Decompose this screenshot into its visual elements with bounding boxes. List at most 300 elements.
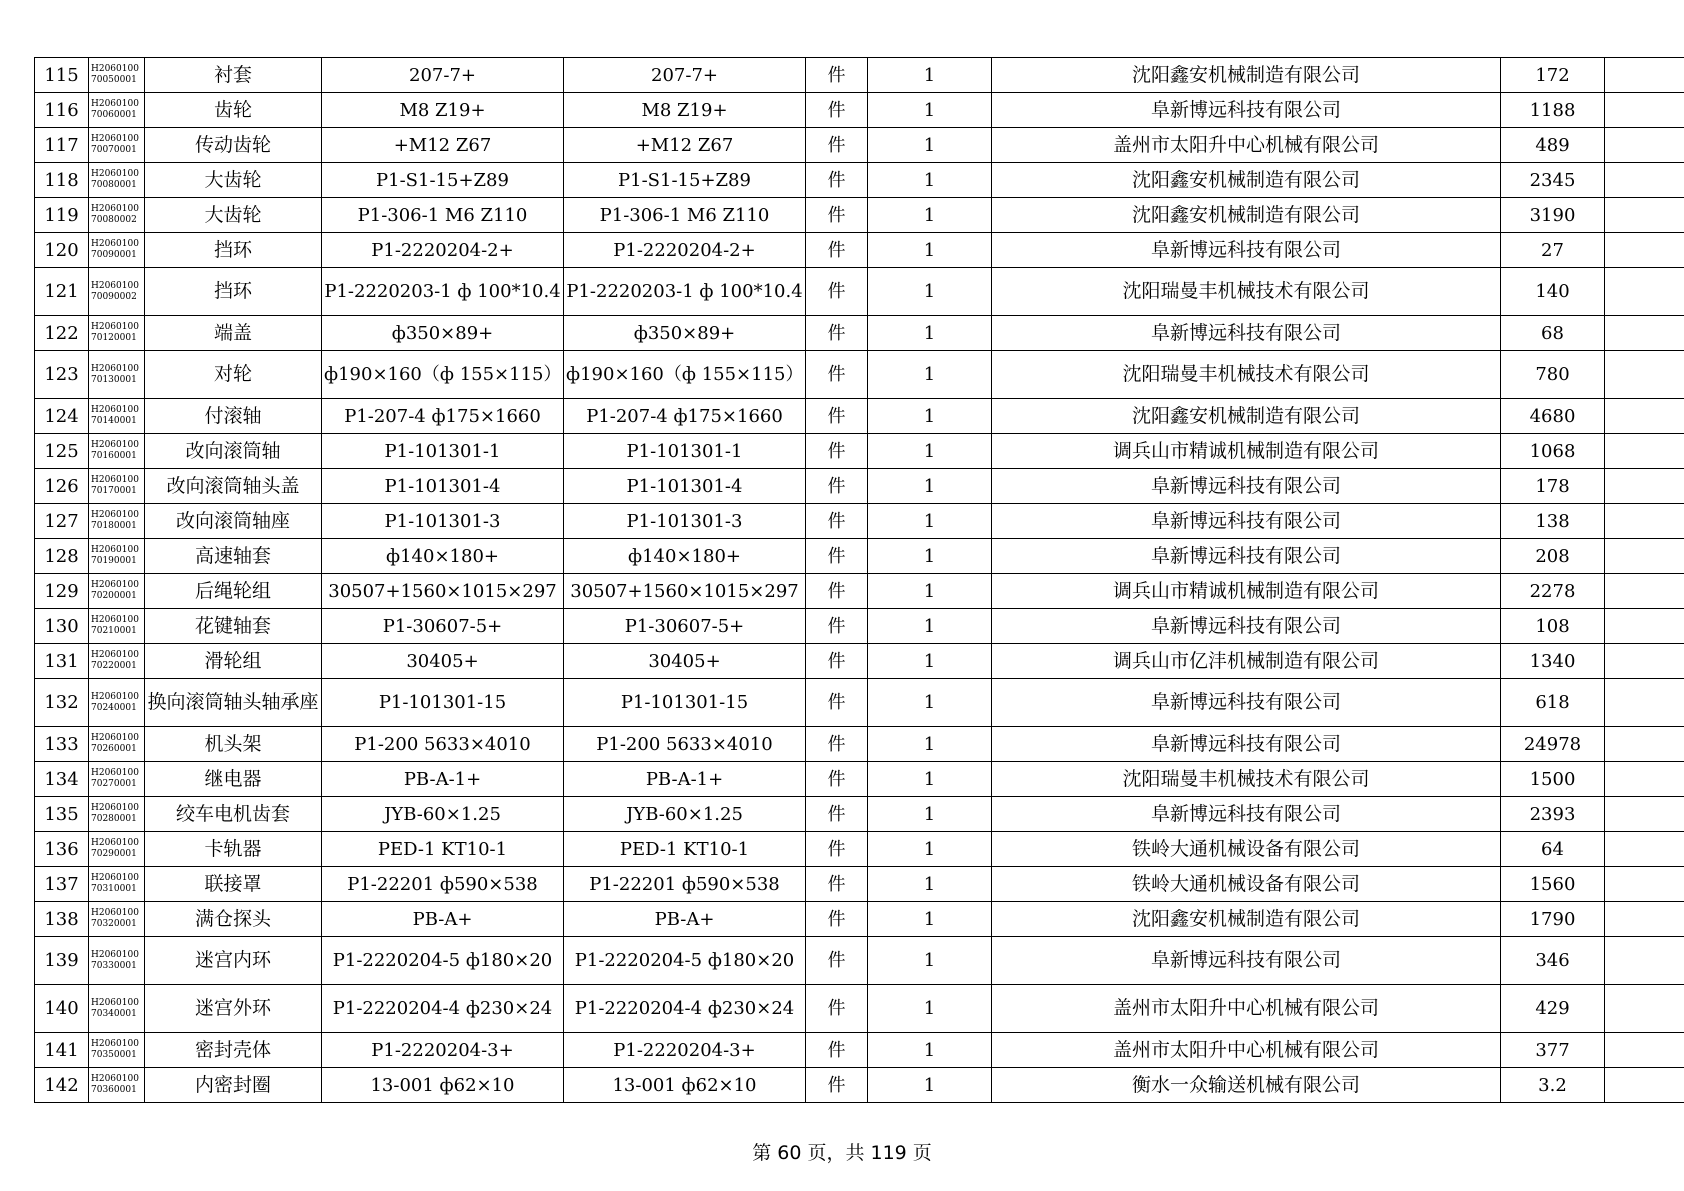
row-number-cell: 134 <box>35 762 89 797</box>
unit-cell: 件 <box>806 832 868 867</box>
item-code-cell: H2060100 70340001 <box>89 985 145 1033</box>
spec-b-cell: +M12 Z67 <box>564 128 806 163</box>
quantity-cell: 1 <box>868 1068 992 1103</box>
item-code-cell: H2060100 70290001 <box>89 832 145 867</box>
price-cell: 3.2 <box>1501 1068 1605 1103</box>
supplier-cell: 阜新博远科技有限公司 <box>992 937 1501 985</box>
spec-b-cell: P1-101301-3 <box>564 504 806 539</box>
supplier-cell: 阜新博远科技有限公司 <box>992 609 1501 644</box>
item-name-cell: 后绳轮组 <box>145 574 322 609</box>
price-cell: 108 <box>1501 609 1605 644</box>
row-number-cell: 117 <box>35 128 89 163</box>
item-code-cell: H2060100 70060001 <box>89 93 145 128</box>
item-code-cell: H2060100 70090001 <box>89 233 145 268</box>
supplier-cell: 阜新博远科技有限公司 <box>992 539 1501 574</box>
item-name-cell: 机头架 <box>145 727 322 762</box>
remark-cell <box>1605 762 1684 797</box>
unit-cell: 件 <box>806 867 868 902</box>
spec-b-cell: P1-101301-15 <box>564 679 806 727</box>
row-number-cell: 125 <box>35 434 89 469</box>
table-row <box>35 539 1684 574</box>
remark-cell <box>1605 1033 1684 1068</box>
quantity-cell: 1 <box>868 644 992 679</box>
price-cell: 1790 <box>1501 902 1605 937</box>
unit-cell: 件 <box>806 469 868 504</box>
item-code-cell: H2060100 70140001 <box>89 399 145 434</box>
row-number-cell: 140 <box>35 985 89 1033</box>
table-row <box>35 1033 1684 1068</box>
price-cell: 2345 <box>1501 163 1605 198</box>
spec-a-cell: ф190×160（ф 155×115） <box>322 351 564 399</box>
parts-table-body <box>35 58 1684 1103</box>
quantity-cell: 1 <box>868 832 992 867</box>
row-number-cell: 116 <box>35 93 89 128</box>
item-name-cell: 满仓探头 <box>145 902 322 937</box>
spec-a-cell: P1-2220204-5 ф180×20 <box>322 937 564 985</box>
spec-b-cell: ф140×180+ <box>564 539 806 574</box>
supplier-cell: 阜新博远科技有限公司 <box>992 727 1501 762</box>
quantity-cell: 1 <box>868 539 992 574</box>
quantity-cell: 1 <box>868 679 992 727</box>
spec-b-cell: P1-101301-1 <box>564 434 806 469</box>
price-cell: 24978 <box>1501 727 1605 762</box>
unit-cell: 件 <box>806 233 868 268</box>
remark-cell <box>1605 128 1684 163</box>
price-cell: 3190 <box>1501 198 1605 233</box>
remark-cell <box>1605 198 1684 233</box>
spec-b-cell: ф190×160（ф 155×115） <box>564 351 806 399</box>
price-cell: 1500 <box>1501 762 1605 797</box>
supplier-cell: 调兵山市精诚机械制造有限公司 <box>992 574 1501 609</box>
row-number-cell: 115 <box>35 58 89 93</box>
unit-cell: 件 <box>806 268 868 316</box>
price-cell: 346 <box>1501 937 1605 985</box>
remark-cell <box>1605 574 1684 609</box>
spec-a-cell: P1-101301-4 <box>322 469 564 504</box>
item-name-cell: 花键轴套 <box>145 609 322 644</box>
remark-cell <box>1605 268 1684 316</box>
row-number-cell: 131 <box>35 644 89 679</box>
item-name-cell: 端盖 <box>145 316 322 351</box>
item-name-cell: 绞车电机齿套 <box>145 797 322 832</box>
item-name-cell: 大齿轮 <box>145 198 322 233</box>
unit-cell: 件 <box>806 198 868 233</box>
spec-a-cell: M8 Z19+ <box>322 93 564 128</box>
table-row <box>35 504 1684 539</box>
supplier-cell: 阜新博远科技有限公司 <box>992 679 1501 727</box>
item-code-cell: H2060100 70270001 <box>89 762 145 797</box>
row-number-cell: 138 <box>35 902 89 937</box>
item-name-cell: 换向滚筒轴头轴承座 <box>145 679 322 727</box>
spec-b-cell: 13-001 ф62×10 <box>564 1068 806 1103</box>
unit-cell: 件 <box>806 797 868 832</box>
table-row <box>35 727 1684 762</box>
supplier-cell: 阜新博远科技有限公司 <box>992 797 1501 832</box>
quantity-cell: 1 <box>868 163 992 198</box>
quantity-cell: 1 <box>868 399 992 434</box>
spec-a-cell: P1-22201 ф590×538 <box>322 867 564 902</box>
row-number-cell: 120 <box>35 233 89 268</box>
item-code-cell: H2060100 70160001 <box>89 434 145 469</box>
item-code-cell: H2060100 70330001 <box>89 937 145 985</box>
spec-b-cell: P1-2220203-1 ф 100*10.4 <box>564 268 806 316</box>
spec-b-cell: P1-2220204-3+ <box>564 1033 806 1068</box>
quantity-cell: 1 <box>868 902 992 937</box>
item-code-cell: H2060100 70360001 <box>89 1068 145 1103</box>
spec-b-cell: P1-306-1 M6 Z110 <box>564 198 806 233</box>
item-name-cell: 传动齿轮 <box>145 128 322 163</box>
price-cell: 138 <box>1501 504 1605 539</box>
supplier-cell: 衡水一众输送机械有限公司 <box>992 1068 1501 1103</box>
supplier-cell: 盖州市太阳升中心机械有限公司 <box>992 985 1501 1033</box>
table-row <box>35 609 1684 644</box>
remark-cell <box>1605 797 1684 832</box>
quantity-cell: 1 <box>868 727 992 762</box>
item-code-cell: H2060100 70220001 <box>89 644 145 679</box>
remark-cell <box>1605 867 1684 902</box>
table-row <box>35 128 1684 163</box>
spec-b-cell: P1-2220204-5 ф180×20 <box>564 937 806 985</box>
spec-b-cell: P1-200 5633×4010 <box>564 727 806 762</box>
spec-b-cell: PB-A+ <box>564 902 806 937</box>
supplier-cell: 沈阳瑞曼丰机械技术有限公司 <box>992 268 1501 316</box>
unit-cell: 件 <box>806 1068 868 1103</box>
row-number-cell: 119 <box>35 198 89 233</box>
quantity-cell: 1 <box>868 233 992 268</box>
spec-a-cell: P1-2220203-1 ф 100*10.4 <box>322 268 564 316</box>
spec-b-cell: P1-30607-5+ <box>564 609 806 644</box>
remark-cell <box>1605 233 1684 268</box>
remark-cell <box>1605 93 1684 128</box>
table-row <box>35 469 1684 504</box>
row-number-cell: 128 <box>35 539 89 574</box>
price-cell: 377 <box>1501 1033 1605 1068</box>
spec-b-cell: M8 Z19+ <box>564 93 806 128</box>
price-cell: 4680 <box>1501 399 1605 434</box>
item-code-cell: H2060100 70130001 <box>89 351 145 399</box>
row-number-cell: 122 <box>35 316 89 351</box>
unit-cell: 件 <box>806 351 868 399</box>
quantity-cell: 1 <box>868 351 992 399</box>
unit-cell: 件 <box>806 399 868 434</box>
price-cell: 780 <box>1501 351 1605 399</box>
table-row <box>35 233 1684 268</box>
table-row <box>35 198 1684 233</box>
item-code-cell: H2060100 70350001 <box>89 1033 145 1068</box>
quantity-cell: 1 <box>868 58 992 93</box>
row-number-cell: 133 <box>35 727 89 762</box>
spec-a-cell: 207-7+ <box>322 58 564 93</box>
spec-a-cell: JYB-60×1.25 <box>322 797 564 832</box>
item-code-cell: H2060100 70050001 <box>89 58 145 93</box>
item-name-cell: 付滚轴 <box>145 399 322 434</box>
item-name-cell: 挡环 <box>145 268 322 316</box>
price-cell: 489 <box>1501 128 1605 163</box>
spec-a-cell: P1-306-1 M6 Z110 <box>322 198 564 233</box>
remark-cell <box>1605 1068 1684 1103</box>
table-row <box>35 762 1684 797</box>
spec-b-cell: P1-S1-15+Z89 <box>564 163 806 198</box>
spec-a-cell: P1-2220204-3+ <box>322 1033 564 1068</box>
quantity-cell: 1 <box>868 762 992 797</box>
row-number-cell: 129 <box>35 574 89 609</box>
item-code-cell: H2060100 70280001 <box>89 797 145 832</box>
item-code-cell: H2060100 70320001 <box>89 902 145 937</box>
row-number-cell: 127 <box>35 504 89 539</box>
price-cell: 1560 <box>1501 867 1605 902</box>
item-name-cell: 挡环 <box>145 233 322 268</box>
price-cell: 178 <box>1501 469 1605 504</box>
supplier-cell: 阜新博远科技有限公司 <box>992 316 1501 351</box>
remark-cell <box>1605 163 1684 198</box>
item-name-cell: 高速轴套 <box>145 539 322 574</box>
table-row <box>35 985 1684 1033</box>
item-code-cell: H2060100 70080002 <box>89 198 145 233</box>
row-number-cell: 136 <box>35 832 89 867</box>
price-cell: 429 <box>1501 985 1605 1033</box>
supplier-cell: 盖州市太阳升中心机械有限公司 <box>992 128 1501 163</box>
spec-a-cell: P1-2220204-4 ф230×24 <box>322 985 564 1033</box>
spec-b-cell: 207-7+ <box>564 58 806 93</box>
row-number-cell: 118 <box>35 163 89 198</box>
quantity-cell: 1 <box>868 609 992 644</box>
item-name-cell: 迷宫内环 <box>145 937 322 985</box>
item-code-cell: H2060100 70200001 <box>89 574 145 609</box>
table-row <box>35 867 1684 902</box>
remark-cell <box>1605 727 1684 762</box>
row-number-cell: 130 <box>35 609 89 644</box>
row-number-cell: 137 <box>35 867 89 902</box>
quantity-cell: 1 <box>868 985 992 1033</box>
spec-a-cell: ф140×180+ <box>322 539 564 574</box>
item-code-cell: H2060100 70240001 <box>89 679 145 727</box>
item-code-cell: H2060100 70210001 <box>89 609 145 644</box>
table-row <box>35 832 1684 867</box>
table-row <box>35 1068 1684 1103</box>
price-cell: 64 <box>1501 832 1605 867</box>
item-name-cell: 对轮 <box>145 351 322 399</box>
spec-b-cell: PB-A-1+ <box>564 762 806 797</box>
item-name-cell: 滑轮组 <box>145 644 322 679</box>
item-name-cell: 联接罩 <box>145 867 322 902</box>
table-row <box>35 268 1684 316</box>
table-row <box>35 797 1684 832</box>
unit-cell: 件 <box>806 609 868 644</box>
table-row <box>35 574 1684 609</box>
item-code-cell: H2060100 70070001 <box>89 128 145 163</box>
supplier-cell: 阜新博远科技有限公司 <box>992 233 1501 268</box>
remark-cell <box>1605 469 1684 504</box>
quantity-cell: 1 <box>868 867 992 902</box>
unit-cell: 件 <box>806 316 868 351</box>
price-cell: 68 <box>1501 316 1605 351</box>
quantity-cell: 1 <box>868 469 992 504</box>
unit-cell: 件 <box>806 727 868 762</box>
supplier-cell: 铁岭大通机械设备有限公司 <box>992 832 1501 867</box>
supplier-cell: 沈阳鑫安机械制造有限公司 <box>992 399 1501 434</box>
item-name-cell: 密封壳体 <box>145 1033 322 1068</box>
spec-b-cell: P1-22201 ф590×538 <box>564 867 806 902</box>
remark-cell <box>1605 504 1684 539</box>
spec-a-cell: ф350×89+ <box>322 316 564 351</box>
row-number-cell: 123 <box>35 351 89 399</box>
remark-cell <box>1605 644 1684 679</box>
table-row <box>35 351 1684 399</box>
quantity-cell: 1 <box>868 93 992 128</box>
item-code-cell: H2060100 70260001 <box>89 727 145 762</box>
unit-cell: 件 <box>806 985 868 1033</box>
item-name-cell: 迷宫外环 <box>145 985 322 1033</box>
unit-cell: 件 <box>806 902 868 937</box>
item-code-cell: H2060100 70090002 <box>89 268 145 316</box>
unit-cell: 件 <box>806 434 868 469</box>
remark-cell <box>1605 399 1684 434</box>
price-cell: 1188 <box>1501 93 1605 128</box>
item-name-cell: 改向滚筒轴座 <box>145 504 322 539</box>
spec-a-cell: P1-101301-3 <box>322 504 564 539</box>
item-code-cell: H2060100 70120001 <box>89 316 145 351</box>
table-row <box>35 58 1684 93</box>
spec-b-cell: PED-1 KT10-1 <box>564 832 806 867</box>
price-cell: 1068 <box>1501 434 1605 469</box>
supplier-cell: 阜新博远科技有限公司 <box>992 93 1501 128</box>
item-code-cell: H2060100 70180001 <box>89 504 145 539</box>
spec-a-cell: P1-S1-15+Z89 <box>322 163 564 198</box>
supplier-cell: 阜新博远科技有限公司 <box>992 469 1501 504</box>
quantity-cell: 1 <box>868 574 992 609</box>
supplier-cell: 沈阳瑞曼丰机械技术有限公司 <box>992 351 1501 399</box>
row-number-cell: 135 <box>35 797 89 832</box>
supplier-cell: 阜新博远科技有限公司 <box>992 504 1501 539</box>
spec-b-cell: JYB-60×1.25 <box>564 797 806 832</box>
spec-b-cell: ф350×89+ <box>564 316 806 351</box>
spec-a-cell: 30507+1560×1015×297 <box>322 574 564 609</box>
supplier-cell: 调兵山市精诚机械制造有限公司 <box>992 434 1501 469</box>
unit-cell: 件 <box>806 574 868 609</box>
supplier-cell: 沈阳鑫安机械制造有限公司 <box>992 163 1501 198</box>
quantity-cell: 1 <box>868 937 992 985</box>
supplier-cell: 沈阳鑫安机械制造有限公司 <box>992 902 1501 937</box>
spec-a-cell: 30405+ <box>322 644 564 679</box>
table-row <box>35 163 1684 198</box>
table-row <box>35 434 1684 469</box>
row-number-cell: 126 <box>35 469 89 504</box>
remark-cell <box>1605 609 1684 644</box>
remark-cell <box>1605 832 1684 867</box>
spec-b-cell: 30405+ <box>564 644 806 679</box>
item-name-cell: 改向滚筒轴 <box>145 434 322 469</box>
supplier-cell: 调兵山市亿沣机械制造有限公司 <box>992 644 1501 679</box>
row-number-cell: 139 <box>35 937 89 985</box>
parts-table <box>34 57 1684 1103</box>
unit-cell: 件 <box>806 539 868 574</box>
item-name-cell: 继电器 <box>145 762 322 797</box>
unit-cell: 件 <box>806 1033 868 1068</box>
item-name-cell: 卡轨器 <box>145 832 322 867</box>
item-code-cell: H2060100 70080001 <box>89 163 145 198</box>
unit-cell: 件 <box>806 58 868 93</box>
remark-cell <box>1605 351 1684 399</box>
row-number-cell: 121 <box>35 268 89 316</box>
unit-cell: 件 <box>806 644 868 679</box>
item-code-cell: H2060100 70310001 <box>89 867 145 902</box>
price-cell: 618 <box>1501 679 1605 727</box>
remark-cell <box>1605 316 1684 351</box>
remark-cell <box>1605 902 1684 937</box>
item-name-cell: 大齿轮 <box>145 163 322 198</box>
quantity-cell: 1 <box>868 1033 992 1068</box>
price-cell: 2393 <box>1501 797 1605 832</box>
spec-a-cell: P1-30607-5+ <box>322 609 564 644</box>
page-footer: 第 60 页，共 119 页 <box>752 1142 932 1164</box>
quantity-cell: 1 <box>868 434 992 469</box>
row-number-cell: 141 <box>35 1033 89 1068</box>
table-row <box>35 902 1684 937</box>
table-row <box>35 93 1684 128</box>
spec-a-cell: +M12 Z67 <box>322 128 564 163</box>
table-row <box>35 644 1684 679</box>
quantity-cell: 1 <box>868 316 992 351</box>
supplier-cell: 沈阳瑞曼丰机械技术有限公司 <box>992 762 1501 797</box>
item-name-cell: 齿轮 <box>145 93 322 128</box>
unit-cell: 件 <box>806 163 868 198</box>
supplier-cell: 沈阳鑫安机械制造有限公司 <box>992 58 1501 93</box>
spec-b-cell: P1-207-4 ф175×1660 <box>564 399 806 434</box>
quantity-cell: 1 <box>868 268 992 316</box>
supplier-cell: 盖州市太阳升中心机械有限公司 <box>992 1033 1501 1068</box>
item-name-cell: 内密封圈 <box>145 1068 322 1103</box>
spec-a-cell: PB-A+ <box>322 902 564 937</box>
unit-cell: 件 <box>806 762 868 797</box>
unit-cell: 件 <box>806 937 868 985</box>
price-cell: 208 <box>1501 539 1605 574</box>
unit-cell: 件 <box>806 128 868 163</box>
quantity-cell: 1 <box>868 504 992 539</box>
table-row <box>35 399 1684 434</box>
price-cell: 2278 <box>1501 574 1605 609</box>
remark-cell <box>1605 679 1684 727</box>
unit-cell: 件 <box>806 679 868 727</box>
spec-a-cell: P1-200 5633×4010 <box>322 727 564 762</box>
supplier-cell: 沈阳鑫安机械制造有限公司 <box>992 198 1501 233</box>
spec-a-cell: P1-207-4 ф175×1660 <box>322 399 564 434</box>
item-name-cell: 衬套 <box>145 58 322 93</box>
row-number-cell: 142 <box>35 1068 89 1103</box>
row-number-cell: 132 <box>35 679 89 727</box>
item-name-cell: 改向滚筒轴头盖 <box>145 469 322 504</box>
item-code-cell: H2060100 70190001 <box>89 539 145 574</box>
quantity-cell: 1 <box>868 797 992 832</box>
spec-b-cell: P1-101301-4 <box>564 469 806 504</box>
remark-cell <box>1605 434 1684 469</box>
unit-cell: 件 <box>806 504 868 539</box>
quantity-cell: 1 <box>868 198 992 233</box>
supplier-cell: 铁岭大通机械设备有限公司 <box>992 867 1501 902</box>
remark-cell <box>1605 937 1684 985</box>
remark-cell <box>1605 985 1684 1033</box>
price-cell: 1340 <box>1501 644 1605 679</box>
unit-cell: 件 <box>806 93 868 128</box>
spec-b-cell: P1-2220204-4 ф230×24 <box>564 985 806 1033</box>
spec-a-cell: P1-101301-15 <box>322 679 564 727</box>
spec-a-cell: PED-1 KT10-1 <box>322 832 564 867</box>
table-row <box>35 316 1684 351</box>
quantity-cell: 1 <box>868 128 992 163</box>
table-row <box>35 679 1684 727</box>
price-cell: 27 <box>1501 233 1605 268</box>
spec-a-cell: P1-101301-1 <box>322 434 564 469</box>
spec-b-cell: 30507+1560×1015×297 <box>564 574 806 609</box>
